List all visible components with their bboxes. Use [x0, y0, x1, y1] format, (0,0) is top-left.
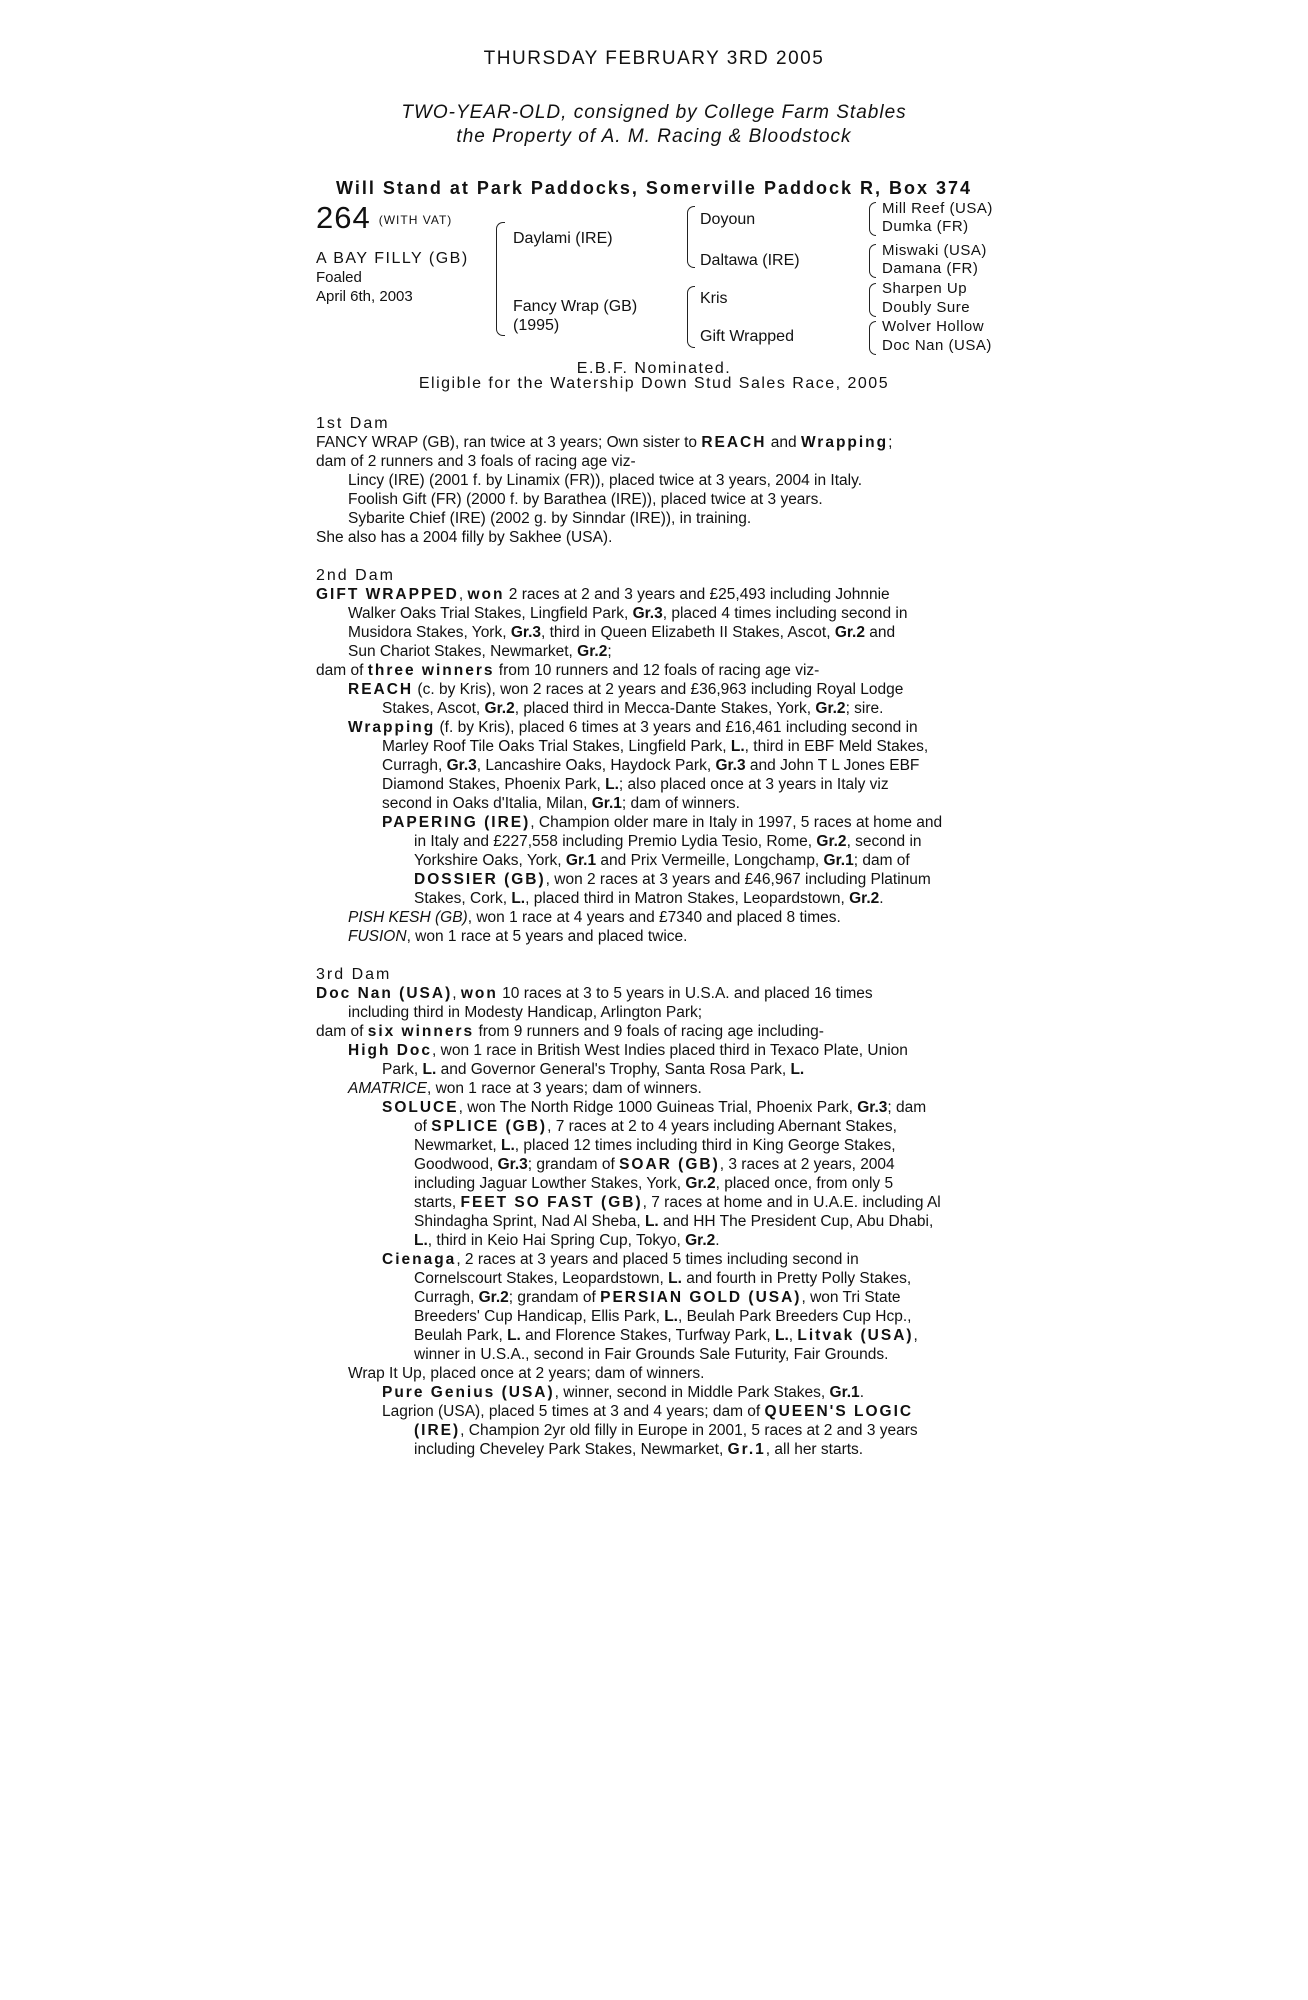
- pedigree-text-line: [316, 1383, 996, 1402]
- pedigree-text-line: [316, 1022, 996, 1041]
- text-run: ,: [458, 586, 468, 603]
- text-run: , won 1 race in British West Indies placed third in Texaco Plate, Union: [432, 1042, 908, 1059]
- text-run: , placed once, from only 5: [715, 1175, 894, 1192]
- text-run: , won 2 races at 3 years and £46,967 including Platinum: [545, 871, 931, 888]
- text-run: , second in: [846, 833, 922, 850]
- pedigree-text-line: [316, 642, 996, 661]
- text-run: Pure Genius (USA): [382, 1384, 555, 1401]
- vat-note: (WITH VAT): [378, 212, 453, 227]
- text-run: Gr.1: [565, 852, 597, 869]
- text-run: Gr.2: [577, 643, 608, 660]
- text-run: Wrapping: [348, 719, 436, 736]
- text-run: PAPERING (IRE): [382, 814, 531, 831]
- property-line: the Property of A. M. Racing & Bloodstock: [456, 126, 852, 147]
- text-run: starts,: [414, 1194, 461, 1211]
- text-run: PERSIAN GOLD (USA): [600, 1289, 802, 1306]
- text-run: , placed third in Matron Stakes, Leopardstown,: [525, 890, 850, 907]
- text-run: , placed 4 times including second in: [662, 605, 908, 622]
- pedigree-bracket-g3-2: [869, 244, 876, 278]
- text-run: .: [715, 1232, 720, 1249]
- text-run: Sybarite Chief (IRE) (2002 g. by Sinndar (IRE)), in training.: [348, 510, 752, 527]
- text-run: Diamond Stakes, Phoenix Park,: [382, 776, 606, 793]
- pedigree-bracket-sire: [687, 206, 695, 268]
- pedigree-text-line: [316, 1269, 996, 1288]
- text-run: Gr.1: [727, 1441, 766, 1458]
- text-run: , won The North Ridge 1000 Guineas Trial, Phoenix Park,: [458, 1099, 858, 1116]
- text-run: , Beulah Park Breeders Cup Hcp.,: [678, 1308, 912, 1325]
- pedigree-text-line: [316, 870, 996, 889]
- pedigree-text-line: [316, 509, 996, 528]
- text-run: REACH: [701, 434, 767, 451]
- text-run: , 7 races at home and in U.A.E. including Al: [642, 1194, 941, 1211]
- pedigree-text-line: [316, 1402, 996, 1421]
- text-run: Cornelscourt Stakes, Leopardstown,: [414, 1270, 669, 1287]
- text-run: Gr.2: [484, 700, 515, 717]
- text-run: L.: [501, 1137, 515, 1154]
- text-run: L.: [414, 1232, 428, 1249]
- pedigree-text-line: [316, 1079, 996, 1098]
- text-run: SPLICE (GB): [431, 1118, 548, 1135]
- pedigree-g3-6: Doubly Sure: [882, 299, 971, 316]
- text-run: ,: [913, 1327, 918, 1344]
- text-run: .: [859, 1384, 864, 1401]
- text-run: Wrapping: [800, 434, 889, 451]
- text-run: Gr.1: [591, 795, 622, 812]
- text-run: , Lancashire Oaks, Haydock Park,: [476, 757, 716, 774]
- consignor-line: TWO-YEAR-OLD, consigned by College Farm Stables: [401, 102, 907, 123]
- text-run: and: [766, 434, 801, 451]
- text-run: , won 1 race at 3 years; dam of winners.: [426, 1080, 702, 1097]
- text-run: , won Tri State: [801, 1289, 901, 1306]
- pedigree-text-line: [316, 984, 996, 1003]
- text-run: , 2 races at 3 years and placed 5 times including second in: [456, 1251, 859, 1268]
- text-run: Gr.2: [816, 833, 847, 850]
- text-run: ,: [452, 985, 461, 1002]
- pedigree-text-line: [316, 1117, 996, 1136]
- text-run: , third in Queen Elizabeth II Stakes, Ascot,: [541, 624, 835, 641]
- text-run: and Florence Stakes, Turfway Park,: [520, 1327, 775, 1344]
- text-run: Marley Roof Tile Oaks Trial Stakes, Lingfield Park,: [382, 738, 731, 755]
- pedigree-text-line: [316, 794, 996, 813]
- text-run: dam of: [316, 662, 368, 679]
- pedigree-sire: Daylami (IRE): [513, 230, 613, 247]
- pedigree-text-line: [316, 889, 996, 908]
- pedigree-text-line: [316, 813, 996, 832]
- text-run: L.: [507, 1327, 521, 1344]
- pedigree-text-line: [316, 1174, 996, 1193]
- pedigree-text-line: [316, 1345, 996, 1364]
- text-run: Gr.2: [849, 890, 880, 907]
- text-run: Gr.3: [510, 624, 542, 641]
- second-dam-heading: 2nd Dam: [316, 567, 395, 584]
- pedigree-text-line: [316, 1326, 996, 1345]
- pedigree-text-line: [316, 851, 996, 870]
- lot-number: 264: [316, 200, 371, 235]
- text-run: SOLUCE: [382, 1099, 459, 1116]
- pedigree-text-line: [316, 1421, 996, 1440]
- text-run: Gr.3: [497, 1156, 528, 1173]
- text-run: Wrap It Up, placed once at 2 years; dam of winners.: [348, 1365, 705, 1382]
- text-run: and Prix Vermeille, Longchamp,: [596, 852, 824, 869]
- pedigree-g3-5: Sharpen Up: [882, 280, 968, 297]
- text-run: Litvak (USA): [797, 1327, 914, 1344]
- text-run: FANCY WRAP (GB), ran twice at 3 years; Own sister to: [316, 434, 702, 451]
- text-run: ; grandam of: [527, 1156, 620, 1173]
- text-run: ,: [788, 1327, 798, 1344]
- pedigree-text-line: [316, 1155, 996, 1174]
- pedigree-bracket-g3-1: [869, 202, 876, 236]
- text-run: DOSSIER (GB): [414, 871, 546, 888]
- text-run: Sun Chariot Stakes, Newmarket,: [348, 643, 578, 660]
- text-run: and fourth in Pretty Polly Stakes,: [681, 1270, 912, 1287]
- pedigree-sire-sire: Doyoun: [700, 211, 756, 228]
- text-run: Walker Oaks Trial Stakes, Lingfield Park,: [348, 605, 633, 622]
- pedigree-dam-year: (1995): [513, 317, 560, 334]
- text-run: and: [864, 624, 896, 641]
- pedigree-text-line: [316, 1307, 996, 1326]
- text-run: FEET SO FAST (GB): [460, 1194, 643, 1211]
- pedigree-text-line: [316, 1440, 996, 1459]
- text-run: Beulah Park,: [414, 1327, 508, 1344]
- pedigree-bracket-dam: [687, 286, 695, 348]
- text-run: Gr.2: [685, 1175, 716, 1192]
- text-run: (c. by Kris), won 2 races at 2 years and £36,963 including Royal Lodge: [413, 681, 904, 698]
- text-run: 2 races at 2 and 3 years and £25,493 including Johnnie: [504, 586, 890, 603]
- text-run: ; also placed once at 3 years in Italy viz: [618, 776, 889, 793]
- pedigree-g3-1: Mill Reef (USA): [882, 200, 993, 217]
- text-run: Curragh,: [382, 757, 447, 774]
- pedigree-text-line: [316, 623, 996, 642]
- text-run: Gr.3: [446, 757, 477, 774]
- pedigree-text-line: [316, 471, 996, 490]
- text-run: six winners: [367, 1023, 475, 1040]
- pedigree-text-line: [316, 756, 996, 775]
- text-run: Shindagha Sprint, Nad Al Sheba,: [414, 1213, 645, 1230]
- text-run: , winner, second in Middle Park Stakes,: [554, 1384, 830, 1401]
- text-run: L.: [605, 776, 619, 793]
- text-run: , third in EBF Meld Stakes,: [744, 738, 929, 755]
- pedigree-text-line: [316, 1364, 996, 1383]
- text-run: Lincy (IRE) (2001 f. by Linamix (FR)), placed twice at 3 years, 2004 in Italy.: [348, 472, 862, 489]
- text-run: L.: [511, 890, 526, 907]
- text-run: Cienaga: [382, 1251, 457, 1268]
- pedigree-text-line: [316, 737, 996, 756]
- text-run: ;: [607, 643, 612, 660]
- pedigree-dam-dam: Gift Wrapped: [700, 328, 794, 345]
- pedigree-text-line: [316, 699, 996, 718]
- text-run: Doc Nan (USA): [316, 985, 453, 1002]
- text-run: , 7 races at 2 to 4 years including Abernant Stakes,: [547, 1118, 897, 1135]
- text-run: and John T L Jones EBF: [745, 757, 920, 774]
- text-run: won: [460, 985, 498, 1002]
- text-run: She also has a 2004 filly by Sakhee (USA).: [316, 529, 613, 546]
- text-run: Park,: [382, 1061, 423, 1078]
- text-run: Foolish Gift (FR) (2000 f. by Barathea (IRE)), placed twice at 3 years.: [348, 491, 823, 508]
- text-run: Gr.1: [829, 1384, 860, 1401]
- text-run: , won 1 race at 4 years and £7340 and placed 8 times.: [467, 909, 841, 926]
- pedigree-g3-8: Doc Nan (USA): [882, 337, 992, 354]
- eligibility-note: Eligible for the Watership Down Stud Sales Race, 2005: [418, 375, 890, 392]
- text-run: dam of 2 runners and 3 foals of racing age viz-: [316, 453, 636, 470]
- text-run: , won 1 race at 5 years and placed twice.: [406, 928, 688, 945]
- text-run: Gr.2: [685, 1232, 716, 1249]
- stand-location: Will Stand at Park Paddocks, Somerville Paddock R, Box 374: [335, 178, 973, 198]
- foaled-date: April 6th, 2003: [316, 288, 413, 305]
- pedigree-bracket-g3-3: [869, 283, 876, 317]
- first-dam-body: [316, 433, 996, 547]
- pedigree-text-line: [316, 718, 996, 737]
- text-run: winner in U.S.A., second in Fair Grounds Sale Futurity, Fair Grounds.: [414, 1346, 889, 1363]
- text-run: Breeders' Cup Handicap, Ellis Park,: [414, 1308, 665, 1325]
- text-run: in Italy and £227,558 including Premio Lydia Tesio, Rome,: [414, 833, 817, 850]
- text-run: , 3 races at 2 years, 2004: [719, 1156, 895, 1173]
- lot-number-block: [316, 200, 452, 236]
- text-run: QUEEN'S LOGIC: [764, 1403, 914, 1420]
- pedigree-text-line: [316, 1231, 996, 1250]
- pedigree-sire-dam: Daltawa (IRE): [700, 252, 800, 269]
- pedigree-g3-4: Damana (FR): [882, 260, 979, 277]
- text-run: Yorkshire Oaks, York,: [414, 852, 566, 869]
- text-run: .: [879, 890, 884, 907]
- pedigree-g3-2: Dumka (FR): [882, 218, 969, 235]
- pedigree-text-line: [316, 433, 996, 452]
- pedigree-text-line: [316, 1193, 996, 1212]
- text-run: ; dam: [887, 1099, 927, 1116]
- pedigree-bracket-main: [496, 222, 505, 336]
- pedigree-text-line: [316, 1060, 996, 1079]
- pedigree-dam: Fancy Wrap (GB): [513, 298, 638, 315]
- text-run: High Doc: [348, 1042, 433, 1059]
- pedigree-text-line: [316, 927, 996, 946]
- text-run: Gr.3: [857, 1099, 888, 1116]
- pedigree-dam-sire: Kris: [700, 290, 728, 307]
- text-run: three winners: [367, 662, 495, 679]
- text-run: , all her starts.: [765, 1441, 864, 1458]
- text-run: Stakes, Ascot,: [382, 700, 485, 717]
- pedigree-text-line: [316, 1250, 996, 1269]
- text-run: Musidora Stakes, York,: [348, 624, 511, 641]
- text-run: REACH: [348, 681, 414, 698]
- text-run: Gr.3: [632, 605, 663, 622]
- text-run: (f. by Kris), placed 6 times at 3 years and £16,461 including second in: [435, 719, 918, 736]
- text-run: (IRE): [414, 1422, 461, 1439]
- pedigree-text-line: [316, 528, 996, 547]
- pedigree-text-line: [316, 832, 996, 851]
- pedigree-text-line: [316, 1003, 996, 1022]
- text-run: L.: [774, 1327, 789, 1344]
- text-run: ; dam of winners.: [621, 795, 740, 812]
- text-run: Gr.3: [715, 757, 746, 774]
- second-dam-body: [316, 585, 996, 946]
- text-run: ; dam of: [853, 852, 910, 869]
- text-run: including Jaguar Lowther Stakes, York,: [414, 1175, 686, 1192]
- pedigree-text-line: [316, 775, 996, 794]
- sale-date: THURSDAY FEBRUARY 3RD 2005: [483, 48, 825, 69]
- text-run: ; sire.: [845, 700, 884, 717]
- pedigree-g3-7: Wolver Hollow: [882, 318, 985, 335]
- pedigree-text-line: [316, 452, 996, 471]
- text-run: Gr.1: [823, 852, 854, 869]
- pedigree-text-line: [316, 1212, 996, 1231]
- pedigree-text-line: [316, 490, 996, 509]
- text-run: , Champion older mare in Italy in 1997, 5 races at home and: [530, 814, 943, 831]
- text-run: Newmarket,: [414, 1137, 501, 1154]
- text-run: AMATRICE: [348, 1080, 427, 1097]
- text-run: from 10 runners and 12 foals of racing age viz-: [494, 662, 820, 679]
- ebf-nomination: E.B.F. Nominated.: [576, 360, 732, 377]
- text-run: including Cheveley Park Stakes, Newmarket,: [414, 1441, 728, 1458]
- pedigree-text-line: [316, 1041, 996, 1060]
- text-run: L.: [668, 1270, 682, 1287]
- text-run: L.: [790, 1061, 805, 1078]
- text-run: GIFT WRAPPED: [316, 586, 459, 603]
- text-run: of: [414, 1118, 432, 1135]
- text-run: second in Oaks d'Italia, Milan,: [382, 795, 592, 812]
- text-run: , placed third in Mecca-Dante Stakes, York,: [514, 700, 816, 717]
- pedigree-text-line: [316, 604, 996, 623]
- text-run: won: [467, 586, 505, 603]
- text-run: FUSION: [348, 928, 407, 945]
- text-run: ;: [888, 434, 893, 451]
- text-run: Stakes, Cork,: [414, 890, 512, 907]
- text-run: , third in Keio Hai Spring Cup, Tokyo,: [427, 1232, 686, 1249]
- text-run: L.: [730, 738, 745, 755]
- dam-sections: [316, 414, 996, 1459]
- pedigree-text-line: [316, 661, 996, 680]
- text-run: and HH The President Cup, Abu Dhabi,: [658, 1213, 934, 1230]
- text-run: Curragh,: [414, 1289, 479, 1306]
- text-run: Lagrion (USA), placed 5 times at 3 and 4 years; dam of: [382, 1403, 765, 1420]
- horse-description: A BAY FILLY (GB): [316, 250, 469, 267]
- pedigree-bracket-g3-4: [869, 321, 876, 355]
- text-run: from 9 runners and 9 foals of racing age including-: [474, 1023, 824, 1040]
- pedigree-text-line: [316, 908, 996, 927]
- text-run: Gr.2: [815, 700, 846, 717]
- first-dam-heading: 1st Dam: [316, 415, 390, 432]
- pedigree-text-line: [316, 1136, 996, 1155]
- text-run: Gr.2: [834, 624, 865, 641]
- text-run: , Champion 2yr old filly in Europe in 2001, 5 races at 2 and 3 years: [460, 1422, 918, 1439]
- pedigree-g3-3: Miswaki (USA): [882, 242, 987, 259]
- text-run: ; grandam of: [508, 1289, 601, 1306]
- text-run: dam of: [316, 1023, 368, 1040]
- text-run: , placed 12 times including third in King George Stakes,: [514, 1137, 896, 1154]
- third-dam-heading: 3rd Dam: [316, 966, 392, 983]
- pedigree-text-line: [316, 1098, 996, 1117]
- text-run: L.: [422, 1061, 437, 1078]
- pedigree-text-line: [316, 585, 996, 604]
- pedigree-text-line: [316, 1288, 996, 1307]
- text-run: L.: [644, 1213, 659, 1230]
- text-run: SOAR (GB): [619, 1156, 720, 1173]
- text-run: Gr.2: [478, 1289, 509, 1306]
- text-run: including third in Modesty Handicap, Arlington Park;: [348, 1004, 703, 1021]
- text-run: and Governor General's Trophy, Santa Rosa Park,: [436, 1061, 791, 1078]
- text-run: PISH KESH (GB): [348, 909, 468, 926]
- text-run: 10 races at 3 to 5 years in U.S.A. and placed 16 times: [497, 985, 873, 1002]
- third-dam-body: [316, 984, 996, 1459]
- foaled-label: Foaled: [316, 269, 362, 286]
- text-run: L.: [664, 1308, 678, 1325]
- pedigree-text-line: [316, 680, 996, 699]
- text-run: Goodwood,: [414, 1156, 498, 1173]
